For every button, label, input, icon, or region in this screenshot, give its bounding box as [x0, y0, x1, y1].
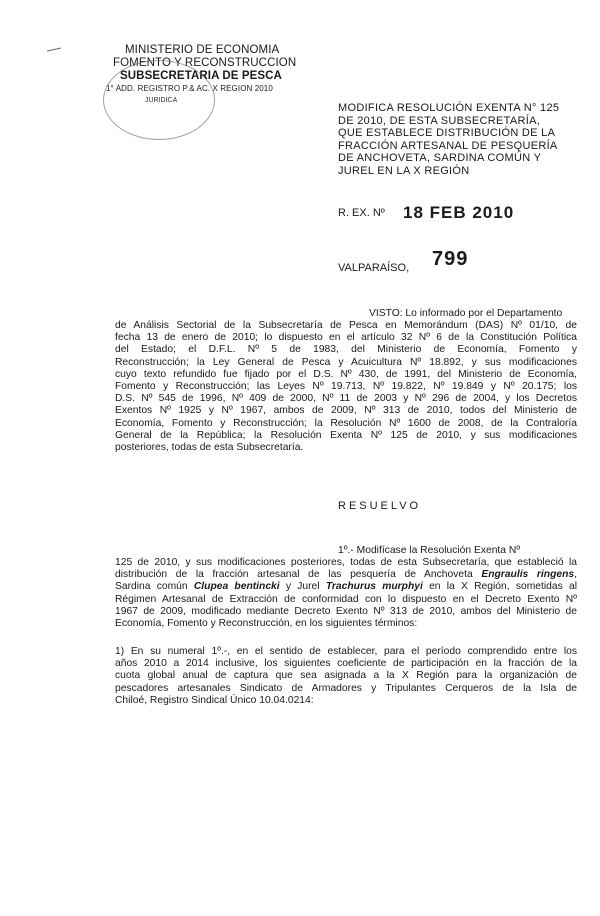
- resolution-number: 799: [432, 248, 469, 270]
- title-line: QUE ESTABLECE DISTRIBUCIÓN DE LA: [338, 127, 556, 139]
- item1-line: Chiloé, Registro Sindical Único 10.04.0214:: [115, 694, 314, 706]
- margin-mark: [47, 48, 61, 52]
- visto-line: Exentos Nº 1925 y Nº 1967, ambos de 2009, Nº 313 de 2010, todos del Ministerio de: [115, 405, 577, 417]
- resolution-date-stamp: 18 FEB 2010: [403, 203, 515, 222]
- resuelvo-heading: RESUELVO: [338, 500, 422, 512]
- visto-line: posteriores, todas de esta Subsecretaría.: [115, 442, 304, 454]
- visto-first-line: VISTO: Lo informado por el Departamento: [369, 308, 563, 319]
- item1-paragraph: [115, 646, 577, 707]
- visto-line: General de la República; la Resolución Exenta Nº 125 de 2010, y sus modificaciones: [115, 429, 577, 441]
- visto-line: Economía, Fomento y Reconstrucción; la Resolución Nº 1600 de 2008, de la Contraloría: [115, 417, 577, 429]
- visto-paragraph: [115, 320, 577, 454]
- visto-line: fecha 13 de enero de 2010; lo dispuesto en el artículo 32 Nº 6 de la Constitución Política: [115, 332, 577, 344]
- article1-first-line: 1º.- Modifícase la Resolución Exenta Nº: [338, 545, 521, 556]
- item1-line: años 2010 a 2014 inclusive, los siguientes coeficiente de participación en la fracción de la: [115, 658, 577, 670]
- title-line: DE ANCHOVETA, SARDINA COMÚN Y: [338, 152, 542, 164]
- visto-line: Fomento y Reconstrucción; las Leyes Nº 19.713, Nº 19.822, Nº 19.849 y Nº 20.175; los: [115, 381, 577, 393]
- item1-line: cuota global anual de captura que sea asignada a la X Región para la organización de: [115, 670, 577, 682]
- title-line: MODIFICA RESOLUCIÓN EXENTA N° 125: [338, 102, 560, 114]
- header-ministry: MINISTERIO DE ECONOMIA: [125, 44, 280, 56]
- article1-line: 1967 de 2009, modificado mediante Decreto Exento Nº 313 de 2010, ambos del Ministerio de: [115, 605, 577, 617]
- title-line: FRACCIÓN ARTESANAL DE PESQUERÍA: [338, 139, 558, 152]
- header-registry: 1° ADD. REGISTRO P.& AC. X REGION 2010: [106, 84, 273, 93]
- visto-line: del Estado; el D.F.L. Nº 5 de 1983, del Ministerio de Economía, Fomento y: [115, 344, 577, 356]
- resolution-label: R. EX. Nº: [338, 207, 385, 219]
- article1-line: Régimen Artesanal de Extracción de conformidad con lo dispuesto en el Decreto Exento Nº: [115, 593, 577, 605]
- seal-text: JURIDICA: [145, 97, 178, 104]
- title-line: DE 2010, DE ESTA SUBSECRETARÍA,: [338, 114, 541, 127]
- visto-line: de Análisis Sectorial de la Subsecretaría de Pesca en Memorándum (DAS) Nº 01/10, de: [115, 320, 577, 331]
- article1-line: Sardina común Clupea bentincki y Jurel Trachurus murphyi en la X Región, sometidas al: [115, 581, 578, 593]
- item1-line: pescadores artesanales Sindicato de Armadores y Tripulantes Cerqueros de la Isla de: [115, 682, 577, 694]
- resolution-title: [338, 102, 578, 177]
- article1-line: Economía, Fomento y Reconstrucción, en los siguientes términos:: [115, 618, 418, 630]
- place-name: VALPARAÍSO,: [338, 262, 410, 274]
- item1-line: 1) En su numeral 1º.-, en el sentido de establecer, para el período comprendido entre los: [115, 646, 577, 657]
- article1-line: distribución de la fracción artesanal de las pesquería de Anchoveta Engraulis ringens,: [115, 569, 577, 581]
- header-fomento: FOMENTO Y RECONSTRUCCION: [113, 57, 297, 69]
- article1-paragraph: [115, 557, 577, 630]
- header-subsecretaria: SUBSECRETARIA DE PESCA: [120, 70, 282, 82]
- visto-line: cuyo texto refundido fue fijado por el D.S. Nº 430, de 1991, del Ministerio de Economía,: [115, 368, 577, 380]
- article1-line: 125 de 2010, y sus modificaciones posteriores, todas de esta Subsecretaría, que estableció la: [115, 557, 577, 568]
- visto-line: Reconstrucción; la Ley General de Pesca y Acuicultura Nº 18.892, y sus modificaciones: [115, 356, 577, 368]
- title-line: JUREL EN LA X REGIÓN: [338, 164, 470, 177]
- visto-line: D.S. Nº 545 de 1996, Nº 409 de 2000, Nº 11 de 2003 y Nº 296 de 2004, y los Decretos: [115, 393, 577, 405]
